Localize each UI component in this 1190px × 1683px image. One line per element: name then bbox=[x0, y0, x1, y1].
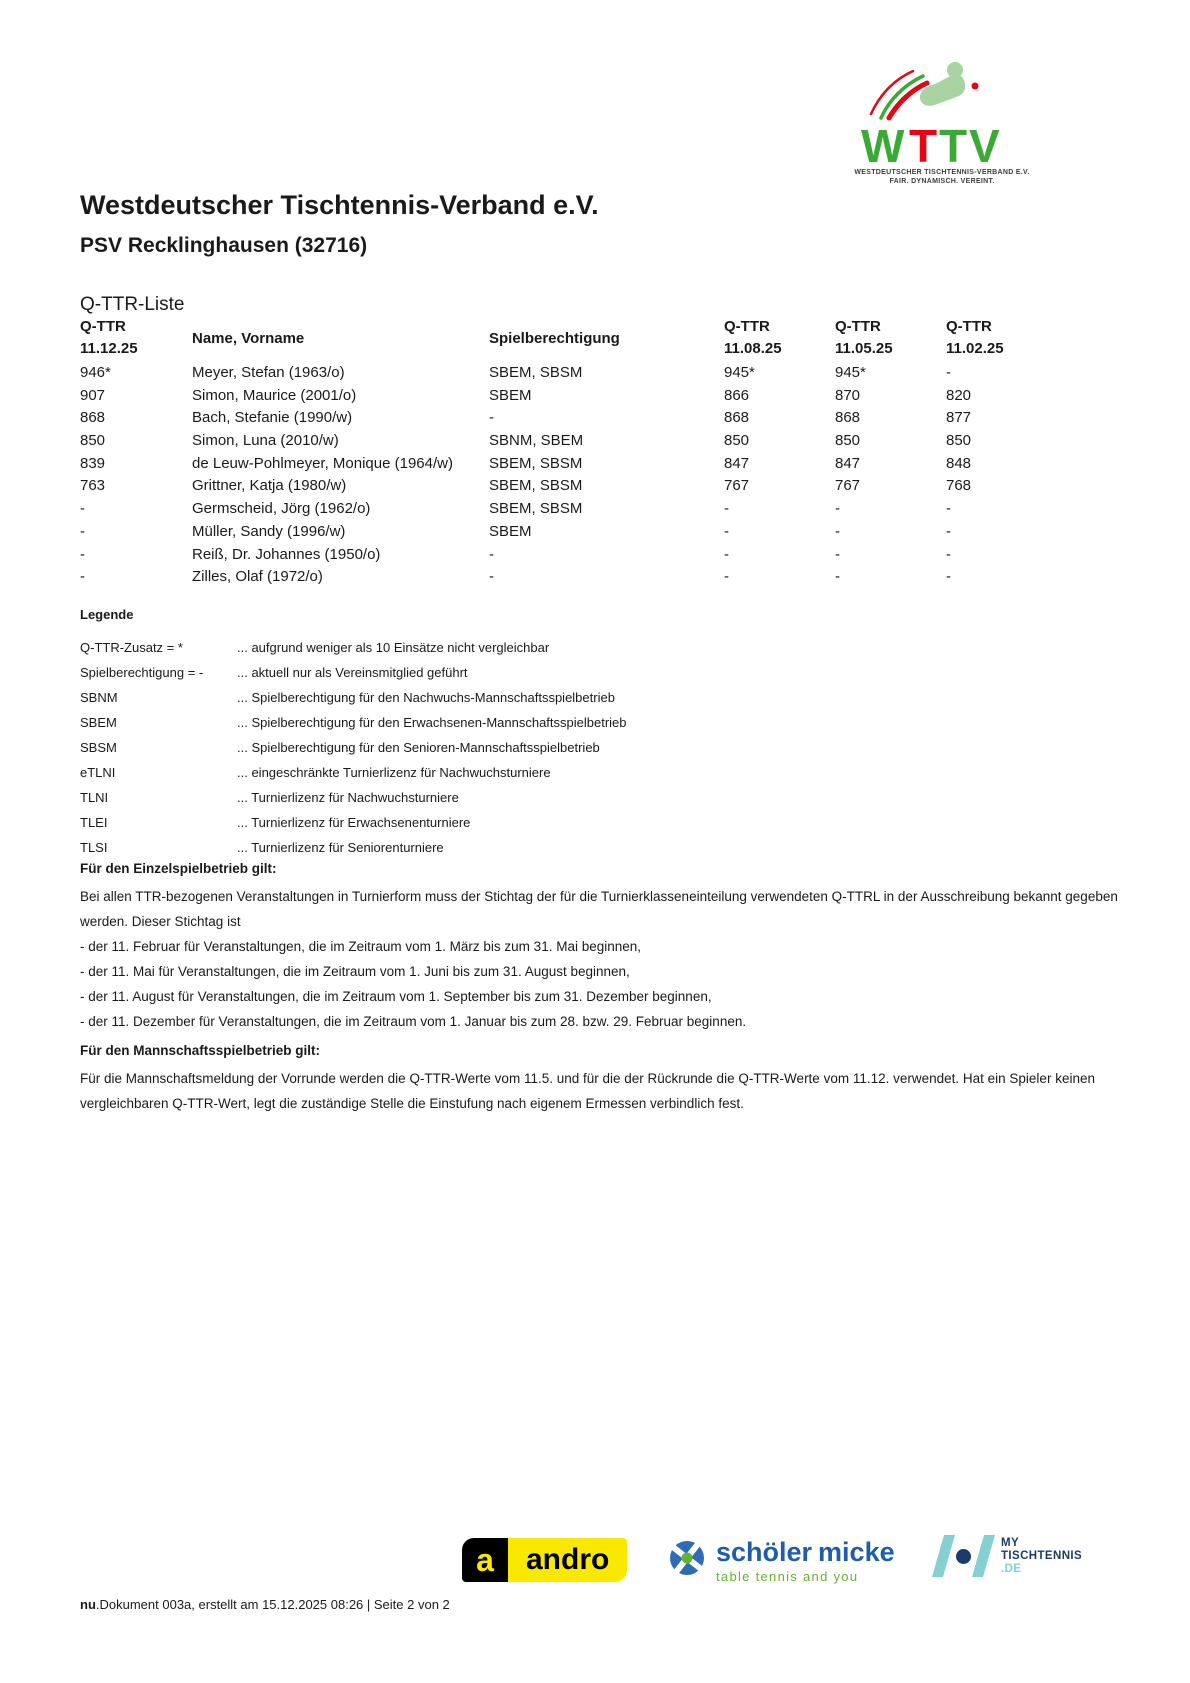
cell-qttr-current: - bbox=[80, 500, 85, 518]
col-spielberechtigung bbox=[489, 316, 724, 362]
wttv-logo bbox=[852, 60, 1032, 186]
footer-doc-prefix: nu bbox=[80, 1597, 96, 1612]
legend-term: SBEM bbox=[80, 715, 117, 730]
legend-term: TLSI bbox=[80, 840, 108, 855]
cell-qttr-feb: 877 bbox=[946, 409, 972, 427]
legend-entry bbox=[80, 660, 627, 685]
legend-term: SBNM bbox=[80, 690, 118, 705]
cell-qttr-may: - bbox=[835, 568, 840, 586]
stichtag-bullet: - der 11. Mai für Veranstaltungen, die im Zeitraum vom 1. Juni bis zum 31. August beginnen, bbox=[80, 964, 630, 979]
cell-spielberechtigung: - bbox=[489, 568, 494, 586]
cell-spielberechtigung: SBEM bbox=[489, 522, 532, 540]
mytt-line1: MY bbox=[1001, 1536, 1020, 1549]
col-qttr-current bbox=[80, 316, 192, 362]
cell-qttr-feb: - bbox=[946, 545, 951, 563]
page-title: Westdeutscher Tischtennis-Verband e.V. bbox=[80, 190, 599, 220]
slash-icon bbox=[972, 1535, 995, 1577]
col-label: Q-TTR bbox=[946, 318, 992, 335]
col-qttr-feb bbox=[946, 316, 1138, 362]
legend-term: TLEI bbox=[80, 815, 108, 830]
legend-desc: ... Turnierlizenz für Seniorenturniere bbox=[237, 840, 444, 855]
table-row bbox=[80, 498, 1138, 521]
legend-entry bbox=[80, 635, 627, 660]
cell-player-name: Grittner, Katja (1980/w) bbox=[192, 477, 347, 495]
legend-desc: ... Turnierlizenz für Nachwuchsturniere bbox=[237, 790, 459, 805]
cell-qttr-may: 945* bbox=[835, 364, 866, 381]
table-row bbox=[80, 362, 1138, 385]
cell-qttr-aug: 850 bbox=[724, 432, 750, 450]
cell-qttr-current: 946* bbox=[80, 364, 111, 381]
cell-qttr-aug: - bbox=[724, 568, 729, 586]
legend-entry bbox=[80, 735, 627, 760]
col-name bbox=[192, 316, 489, 362]
legend-title: Legende bbox=[80, 607, 134, 622]
col-qttr-may bbox=[835, 316, 946, 362]
slash-icon bbox=[932, 1535, 955, 1577]
wttv-caption-line1: WESTDEUTSCHER TISCHTENNIS-VERBAND E.V. bbox=[854, 169, 1030, 176]
table-row bbox=[80, 385, 1138, 408]
cell-player-name: Reiß, Dr. Johannes (1950/o) bbox=[192, 545, 381, 563]
cell-player-name: Zilles, Olaf (1972/o) bbox=[192, 568, 323, 586]
legend-entry bbox=[80, 760, 627, 785]
swoosh-red-thin bbox=[871, 71, 913, 114]
table-row bbox=[80, 544, 1138, 567]
cell-qttr-aug: - bbox=[724, 500, 729, 518]
cell-qttr-current: 763 bbox=[80, 477, 106, 495]
mytt-line3: .DE bbox=[1001, 1562, 1022, 1575]
section-mannschaftsspielbetrieb bbox=[80, 1043, 1138, 1116]
cell-qttr-aug: - bbox=[724, 522, 729, 540]
col-label: Q-TTR bbox=[724, 318, 770, 335]
section-title: Für den Mannschaftsspielbetrieb gilt: bbox=[80, 1043, 321, 1058]
wordmark-letter: V bbox=[969, 120, 1000, 168]
cell-qttr-aug: - bbox=[724, 545, 729, 563]
schoeler-micke-tagline: table tennis and you bbox=[716, 1569, 859, 1584]
swoosh-green bbox=[881, 76, 923, 118]
schoeler-micke-aperture-icon bbox=[668, 1539, 706, 1577]
cell-player-name: Müller, Sandy (1996/w) bbox=[192, 522, 346, 540]
cell-spielberechtigung: SBEM, SBSM bbox=[489, 454, 583, 472]
legend-entry bbox=[80, 685, 627, 710]
table-row bbox=[80, 407, 1138, 430]
col-qttr-aug bbox=[724, 316, 835, 362]
wttv-wordmark bbox=[861, 120, 1000, 168]
col-label: Name, Vorname bbox=[192, 330, 305, 347]
cell-spielberechtigung: SBEM, SBSM bbox=[489, 364, 583, 381]
qttr-table bbox=[80, 316, 1138, 589]
col-date: 11.05.25 bbox=[835, 340, 893, 357]
cell-qttr-feb: - bbox=[946, 522, 951, 540]
mytischtennis-logo bbox=[938, 1534, 1082, 1578]
cell-qttr-feb: 848 bbox=[946, 454, 972, 472]
cell-spielberechtigung: - bbox=[489, 409, 494, 427]
schoeler-micke-wordmark bbox=[716, 1537, 895, 1567]
cell-player-name: Meyer, Stefan (1963/o) bbox=[192, 364, 345, 381]
cell-qttr-feb: - bbox=[946, 568, 951, 586]
cell-player-name: Germscheid, Jörg (1962/o) bbox=[192, 500, 371, 518]
cell-qttr-may: - bbox=[835, 522, 840, 540]
cell-qttr-aug: 767 bbox=[724, 477, 750, 495]
cell-player-name: Simon, Maurice (2001/o) bbox=[192, 386, 357, 404]
list-title: Q-TTR-Liste bbox=[80, 294, 185, 315]
legend-term: eTLNI bbox=[80, 765, 116, 780]
cell-spielberechtigung: SBEM, SBSM bbox=[489, 500, 583, 518]
wordmark-letter: T bbox=[909, 120, 938, 168]
legend-term: SBSM bbox=[80, 740, 117, 755]
cell-qttr-feb: - bbox=[946, 500, 951, 518]
wttv-logo-graphic bbox=[857, 60, 1027, 168]
cell-qttr-current: 850 bbox=[80, 432, 106, 450]
table-row bbox=[80, 521, 1138, 544]
cell-spielberechtigung: SBNM, SBEM bbox=[489, 432, 584, 450]
ball-icon bbox=[972, 83, 979, 90]
cell-player-name: Simon, Luna (2010/w) bbox=[192, 432, 339, 450]
andro-wordmark: andro bbox=[508, 1538, 627, 1582]
col-label: Spielberechtigung bbox=[489, 330, 620, 347]
wordmark-letter: W bbox=[861, 120, 905, 168]
legend-desc: ... Spielberechtigung für den Senioren-Mannschaftsspielbetrieb bbox=[237, 740, 600, 755]
cell-qttr-may: 847 bbox=[835, 454, 861, 472]
cell-qttr-current: 839 bbox=[80, 454, 106, 472]
col-date: 11.12.25 bbox=[80, 340, 138, 357]
col-label: Q-TTR bbox=[835, 318, 881, 335]
schoeler-word: schöler bbox=[716, 1537, 813, 1567]
legend-desc: ... aktuell nur als Vereinsmitglied geführt bbox=[237, 665, 468, 680]
wordmark-letter: T bbox=[939, 120, 968, 168]
dot-icon bbox=[956, 1549, 971, 1564]
cell-player-name: Bach, Stefanie (1990/w) bbox=[192, 409, 353, 427]
legend-term: TLNI bbox=[80, 790, 109, 805]
cell-qttr-current: - bbox=[80, 568, 85, 586]
cell-qttr-may: 767 bbox=[835, 477, 861, 495]
footer-doc-line bbox=[80, 1597, 450, 1612]
legend-desc: ... aufgrund weniger als 10 Einsätze nicht vergleichbar bbox=[237, 640, 550, 655]
footer-doc-text: .Dokument 003a, erstellt am 15.12.2025 08:26 | Seite 2 von 2 bbox=[95, 1597, 450, 1612]
andro-logo bbox=[462, 1538, 627, 1582]
micke-word: micke bbox=[818, 1537, 895, 1567]
legend-entry bbox=[80, 810, 627, 835]
table-row bbox=[80, 430, 1138, 453]
stichtag-bullet: - der 11. August für Veranstaltungen, die im Zeitraum vom 1. September bis zum 31. Dezember beginnen, bbox=[80, 989, 712, 1004]
cell-qttr-feb: 768 bbox=[946, 477, 972, 495]
schoeler-micke-text bbox=[716, 1537, 895, 1584]
legend-entry bbox=[80, 835, 627, 860]
mytt-line2: TISCHTENNIS bbox=[1001, 1549, 1083, 1562]
stichtag-bullet: - der 11. Dezember für Veranstaltungen, die im Zeitraum vom 1. Januar bis zum 28. bzw. 29. Februar beginnen. bbox=[80, 1014, 747, 1029]
table-row bbox=[80, 566, 1138, 589]
legend bbox=[80, 607, 627, 860]
col-date: 11.02.25 bbox=[946, 340, 1004, 357]
cell-qttr-feb: - bbox=[946, 364, 951, 381]
cell-qttr-feb: 850 bbox=[946, 432, 972, 450]
table-header bbox=[80, 316, 1138, 362]
legend-entry bbox=[80, 785, 627, 810]
mytischtennis-wordmark bbox=[1001, 1537, 1082, 1576]
table-row bbox=[80, 475, 1138, 498]
col-date: 11.08.25 bbox=[724, 340, 782, 357]
legend-term: Spielberechtigung = - bbox=[80, 665, 204, 680]
cell-qttr-may: - bbox=[835, 545, 840, 563]
cell-qttr-aug: 868 bbox=[724, 409, 750, 427]
section-title: Für den Einzelspielbetrieb gilt: bbox=[80, 861, 277, 876]
col-label: Q-TTR bbox=[80, 318, 126, 335]
cell-qttr-may: - bbox=[835, 500, 840, 518]
schoeler-micke-logo bbox=[668, 1537, 895, 1584]
legend-desc: ... Spielberechtigung für den Nachwuchs-Mannschaftsspielbetrieb bbox=[237, 690, 615, 705]
legend-term: Q-TTR-Zusatz = * bbox=[80, 640, 183, 655]
legend-desc: ... eingeschränkte Turnierlizenz für Nachwuchsturniere bbox=[237, 765, 551, 780]
cell-player-name: de Leuw-Pohlmeyer, Monique (1964/w) bbox=[192, 454, 453, 472]
cell-qttr-may: 870 bbox=[835, 386, 861, 404]
cell-qttr-current: 907 bbox=[80, 386, 106, 404]
cell-qttr-feb: 820 bbox=[946, 386, 972, 404]
cell-spielberechtigung: SBEM bbox=[489, 386, 532, 404]
andro-a-icon: a bbox=[462, 1538, 508, 1582]
cell-spielberechtigung: SBEM, SBSM bbox=[489, 477, 583, 495]
table-row bbox=[80, 453, 1138, 476]
section-einzelspielbetrieb bbox=[80, 861, 1138, 1034]
club-name: PSV Recklinghausen (32716) bbox=[80, 234, 368, 257]
cell-qttr-aug: 945* bbox=[724, 364, 755, 381]
legend-desc: ... Spielberechtigung für den Erwachsenen-Mannschaftsspielbetrieb bbox=[237, 715, 627, 730]
legend-entry bbox=[80, 710, 627, 735]
wttv-caption-line2: FAIR. DYNAMISCH. VEREINT. bbox=[889, 178, 995, 185]
cell-qttr-current: - bbox=[80, 522, 85, 540]
cell-qttr-may: 850 bbox=[835, 432, 861, 450]
cell-qttr-current: - bbox=[80, 545, 85, 563]
cell-spielberechtigung: - bbox=[489, 545, 494, 563]
cell-qttr-current: 868 bbox=[80, 409, 106, 427]
section-paragraph: Bei allen TTR-bezogenen Veranstaltungen in Turnierform muss der Stichtag der für die Turnierklasseneinteilung verwendeten Q-TTRL in der Ausschreibung bekannt gegeben werden. Dieser Stichtag ist bbox=[80, 889, 1118, 929]
stichtag-bullet: - der 11. Februar für Veranstaltungen, die im Zeitraum vom 1. März bis zum 31. Mai beginnen, bbox=[80, 939, 642, 954]
section-paragraph: Für die Mannschaftsmeldung der Vorrunde werden die Q-TTR-Werte vom 11.5. und für die der Rückrunde die Q-TTR-Werte vom 11.12. verwendet. Hat ein Spieler keinen vergleichbaren Q-TTR-Wert, legt die zuständige Stelle die Einstufung nach eigenem Ermessen verbindlich fest. bbox=[80, 1071, 1095, 1111]
legend-desc: ... Turnierlizenz für Erwachsenenturniere bbox=[237, 815, 471, 830]
cell-qttr-may: 868 bbox=[835, 409, 861, 427]
cell-qttr-aug: 866 bbox=[724, 386, 750, 404]
cell-qttr-aug: 847 bbox=[724, 454, 750, 472]
